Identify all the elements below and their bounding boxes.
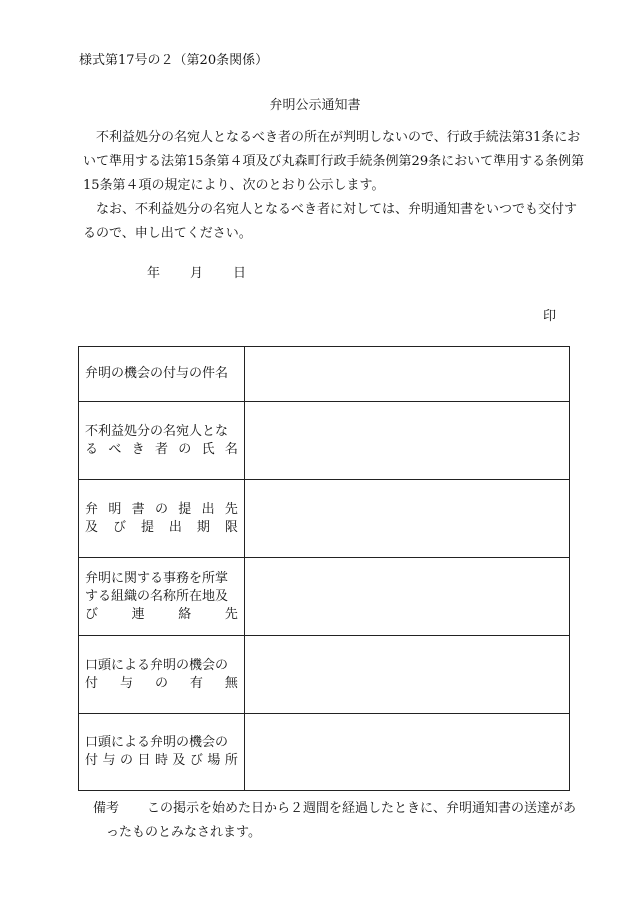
label-char: 時 — [154, 753, 168, 768]
remarks-line-1: この掲示を始めた日から２週間を経過したときに、弁明通知書の送達があ — [147, 801, 577, 816]
remarks-label: 備考 — [93, 801, 120, 816]
label-char: 与 — [102, 753, 116, 768]
label-char: び — [112, 519, 126, 535]
row-value — [244, 480, 569, 558]
label-char: 場 — [207, 753, 221, 768]
table-row — [79, 480, 570, 558]
label-char: 弁 — [85, 501, 99, 517]
label-char: 日 — [137, 753, 151, 768]
label-char: 有 — [189, 675, 203, 691]
date-year: 年 — [147, 266, 161, 281]
label-char: き — [131, 441, 145, 457]
label-char: る — [85, 441, 99, 457]
row-value — [244, 636, 569, 714]
label-char: び — [85, 606, 99, 622]
label-line-justified — [85, 519, 238, 537]
label-line: 口頭による弁明の機会の — [85, 657, 229, 673]
label-char: 氏 — [201, 441, 215, 457]
label-char: 限 — [224, 519, 238, 535]
label-char: 付 — [85, 675, 99, 691]
table-row — [79, 636, 570, 714]
label-char: の — [154, 675, 168, 691]
label-char: 提 — [140, 519, 154, 535]
seal-mark: 印 — [543, 309, 557, 324]
label-char: 先 — [224, 606, 238, 622]
body-text — [83, 126, 588, 246]
row-value — [244, 714, 569, 791]
label-line: 不利益処分の名宛人とな — [85, 423, 229, 439]
body-paragraph-2: なお、不利益処分の名宛人となるべき者に対しては、弁明通知書をいつでも交付するので、申し出てください。 — [83, 202, 578, 241]
label-char: 提 — [178, 501, 192, 517]
row-label — [79, 347, 245, 402]
label-line-justified — [85, 606, 238, 624]
form-number: 様式第17号の２（第20条関係） — [79, 53, 269, 68]
label-char: 所 — [224, 753, 238, 768]
row-label — [79, 558, 245, 636]
label-char: 書 — [131, 501, 145, 517]
label-line-justified — [85, 752, 238, 770]
label-char: び — [189, 753, 203, 768]
table-row — [79, 347, 570, 402]
label-char: 明 — [108, 501, 122, 517]
label-char: 出 — [168, 519, 182, 535]
document-title: 弁明公示通知書 — [269, 98, 361, 113]
label-char: 連 — [131, 606, 145, 622]
label-char: 絡 — [178, 606, 192, 622]
label-line-justified — [85, 501, 238, 519]
body-paragraph-1: 不利益処分の名宛人となるべき者の所在が判明しないので、行政手続法第31条において準用する法第15条第４項及び丸森町行政手続条例第29条において準用する条例第15条第４項の規定により、次のとおり公示します。 — [83, 130, 585, 193]
label-char: べ — [108, 441, 122, 457]
table-row — [79, 714, 570, 791]
label-char: の — [154, 501, 168, 517]
row-value — [244, 347, 569, 402]
label-line: 弁明の機会の付与の件名 — [85, 366, 229, 381]
row-value — [244, 558, 569, 636]
row-label — [79, 480, 245, 558]
remarks — [93, 797, 585, 845]
label-line: 口頭による弁明の機会の — [85, 735, 229, 750]
label-line-justified — [85, 675, 238, 693]
label-char: 及 — [85, 519, 99, 535]
label-char: 出 — [201, 501, 215, 517]
label-char: の — [119, 753, 133, 768]
label-char: 先 — [224, 501, 238, 517]
date-day: 日 — [233, 266, 247, 281]
notice-table — [78, 346, 570, 791]
date-month: 月 — [190, 266, 204, 281]
row-label — [79, 636, 245, 714]
label-char: 与 — [119, 675, 133, 691]
label-line: する組織の名称所在地及 — [85, 588, 229, 604]
label-line: 弁明に関する事務を所掌 — [85, 570, 229, 586]
label-char: 及 — [172, 753, 186, 768]
date-line — [147, 262, 246, 281]
label-char: 者 — [154, 441, 168, 457]
row-label — [79, 714, 245, 791]
label-char: の — [178, 441, 192, 457]
label-char: 付 — [85, 753, 99, 768]
label-char: 期 — [196, 519, 210, 535]
remarks-line-2: ったものとみなされます。 — [106, 825, 261, 840]
table-row — [79, 402, 570, 480]
label-char: 名 — [224, 441, 238, 457]
label-char: 無 — [224, 675, 238, 691]
row-label — [79, 402, 245, 480]
row-value — [244, 402, 569, 480]
label-line-justified — [85, 441, 238, 459]
table-row — [79, 558, 570, 636]
